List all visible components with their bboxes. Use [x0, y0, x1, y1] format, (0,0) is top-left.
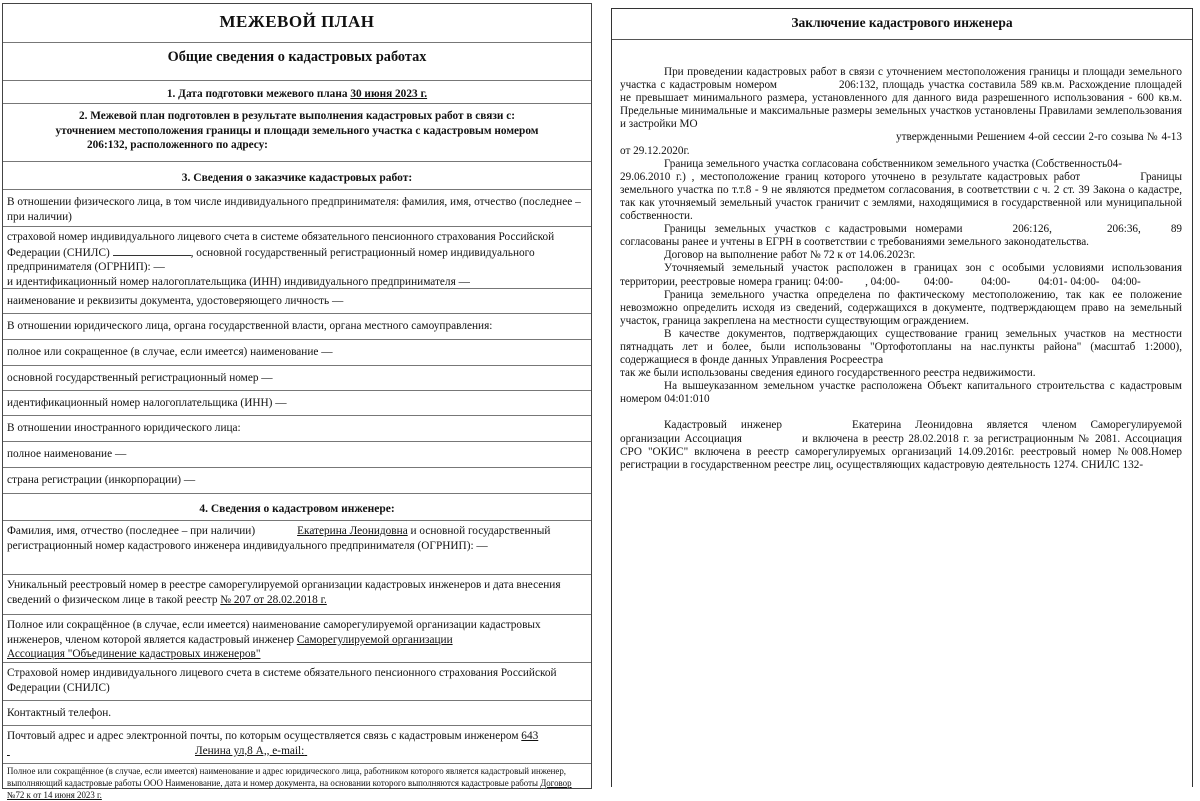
- engineer-fio: [3, 520, 591, 574]
- engineer-sro: [3, 614, 591, 662]
- date-label: 1. Дата подготовки межевого плана: [166, 88, 351, 100]
- engineer-employer-and-contract: [3, 763, 591, 800]
- snils-blank: [113, 245, 191, 256]
- customer-ogrn: основной государственный регистрационный номер —: [3, 365, 591, 390]
- section-3-title: 3. Сведения о заказчике кадастровых работ:: [3, 161, 591, 189]
- conclusion-paragraph-2: Граница земельного участка согласована собственником земельного участка (Собственность04-29.06.2010 г.) , местоположение границ которого уточнено в результате кадастровых работ Границы земельного участка по т.т.8 - 9 не являются предметом согласования, в соответствии с ч. 2 ст. 39 Закона о кадастре, так как уточняемый земельный участок граничит с землями, находящимися в государственной или муниципальной собственности.: [620, 157, 1182, 223]
- customer-country: страна регистрации (инкорпорации) —: [3, 467, 591, 493]
- engineer-fio-label: Фамилия, имя, отчество (последнее – при наличии): [7, 525, 256, 537]
- sro-name-part-1: Саморегулируемой организации: [296, 633, 453, 646]
- engineer-address: [3, 725, 591, 763]
- conclusion-paragraph-3: Границы земельных участков с кадастровыми номерами 206:126, 206:36, 89 согласованы ранее и учтены в ЕГРН в соответствии с требованиями земельного законодательства.: [620, 223, 1182, 249]
- contract-line: Договор на выполнение работ № 72 к от 14.06.2023г.: [664, 249, 916, 262]
- conclusion-paragraph-engineer: Кадастровый инженер Екатерина Леонидовна является членом Саморегулируемой организации Ассоциация и включена в реестр 28.02.2018 г. за регистрационным № 2081. Ассоциация СРО "ОКИС" включена в реестр саморегулируемых организаций 14.09.2016г. реестровый номер №008.Номер регистрации в государственном реестре лиц, осуществляющих кадастровую деятельность 1274. СНИЛС 132-: [620, 419, 1182, 471]
- conclusion-paragraph-documents: В качестве документов, подтверждающих существование границ земельных участков на местности пятнадцать лет и более, были использованы "Ортофотопланы на нас.пункты района" (масштаб 1:2000), содержащиеся в фонде данных Управления Росреестра так же были использованы сведения единого государственного реестра недвижимости.: [620, 327, 1182, 380]
- sro-name-part-2: Ассоциация "Объединение кадастровых инженеров": [7, 648, 261, 661]
- conclusion-paragraph-zones: Уточняемый земельный участок расположен в границах зон с особыми условиями использования территории, реестровые номера границ: 04:00- , 04:00- 04:00- 04:00- 04:01- 04:00- 04:00-: [620, 262, 1182, 288]
- registry-number: № 207: [220, 593, 251, 606]
- engineer-registry: [3, 574, 591, 614]
- reason-line-1: 2. Межевой план подготовлен в результате выполнения кадастровых работ в связи с:: [78, 110, 515, 122]
- engineer-snils: Страховой номер индивидуального лицевого счета в системе обязательного пенсионного страхования Российской Федерации (СНИЛС): [3, 662, 591, 700]
- customer-legal-name: полное или сокращенное (в случае, если имеется) наименование —: [3, 339, 591, 365]
- reason-line-3: 206:132, расположенного по адресу:: [87, 139, 268, 152]
- address-label: Почтовый адрес и адрес электронной почты, по которым осуществляется связь с кадастровым инженером: [7, 730, 522, 742]
- conclusion-title: Заключение кадастрового инженера: [612, 9, 1192, 40]
- postal-code: 643: [521, 730, 539, 742]
- page-title: МЕЖЕВОЙ ПЛАН: [219, 12, 375, 31]
- snils-label: страховой номер индивидуального лицевого счета в системе обязательного пенсионного страхования Российской Федерации (СНИЛС): [7, 231, 555, 259]
- customer-physical-person: В отношении физического лица, в том числе индивидуального предпринимателя: фамилия, имя, отчество (последнее – при наличии): [3, 189, 591, 226]
- general-info-title: Общие сведения о кадастровых работах: [3, 42, 591, 80]
- reason-line-2: уточнением местоположения границы и площади земельного участка с кадастровым номером: [55, 124, 539, 137]
- conclusion-body: [620, 66, 1182, 472]
- conclusion-paragraph-boundary: Граница земельного участка определена по фактическому местоположению, так как ее положение невозможно определить исходя из сведений, содержащихся в документе, подтверждающем право на земельный участок, граница закреплена на местности существующим ограждением.: [620, 288, 1182, 327]
- engineer-conclusion-page: [611, 8, 1193, 787]
- registry-label: Уникальный реестровый номер в реестре саморегулируемой организации кадастровых инженеров и дата внесения сведений о физическом лице в такой реестр: [7, 579, 561, 606]
- section-4-title: 4. Сведения о кадастровом инженере:: [3, 493, 591, 520]
- customer-inn: идентификационный номер налогоплательщика (ИНН) —: [3, 390, 591, 415]
- contract-value: Договор №72 к от 14 июня 2023 г.: [7, 778, 572, 800]
- plan-date: 30 июня 2023 г.: [350, 88, 428, 100]
- customer-snils-inn: [3, 226, 591, 288]
- customer-foreign-entity: В отношении иностранного юридического лица:: [3, 415, 591, 441]
- employer-label: Полное или сокращённое (в случае, если имеется) наименование и адрес юридического лица, работником которого является кадастровый инженер, выполняющий кадастровые работы ООО: [7, 766, 567, 788]
- engineer-phone: Контактный телефон.: [3, 700, 591, 725]
- conclusion-paragraph-building: На вышеуказанном земельном участке расположена Объект капитального строительства с кадастровым номером 04:01:010: [620, 380, 1182, 406]
- postal-address: Ленина ул,8 А,, e-mail:: [195, 744, 305, 757]
- conclusion-paragraph-1: При проведении кадастровых работ в связи с уточнением местоположения границы и площади земельного участка с кадастровым номером 206:132, площадь участка составила 589 кв.м. Расхождение площадей не превышает минимального размера, установленного для данного вида разрешенного использования - 600 кв.м. Предельные минимальные и максимальные размеры земельных участков установлены Правилами землепользования и застройки МО утвержденными Решением 4-ой сессии 2-го созыва № 4-13 от 29.12.2020г.: [620, 66, 1183, 157]
- contract-label: Наименование, дата и номер документа, на основании которого выполняются кадастровые работы: [165, 778, 538, 788]
- customer-id-document: наименование и реквизиты документа, удостоверяющего личность —: [3, 288, 591, 313]
- engineer-ogrnip-label: и основной государственный регистрационный номер кадастрового инженера индивидуального предпринимателя (ОГРНИП): —: [7, 525, 551, 552]
- sro-label: Полное или сокращённое (в случае, если имеется) наименование саморегулируемой организации кадастровых инженеров, членом которой является кадастровый инженер: [7, 619, 541, 646]
- section-2-reason: [3, 103, 591, 161]
- section-1-date: [3, 80, 591, 103]
- registry-date: от 28.02.2018 г.: [250, 593, 327, 606]
- customer-legal-entity: В отношении юридического лица, органа государственной власти, органа местного самоуправления:: [3, 313, 591, 339]
- engineer-name: Екатерина Леонидовна: [297, 525, 408, 537]
- customer-foreign-name: полное наименование —: [3, 441, 591, 467]
- ogrnip-label: , основной государственный регистрационный номер индивидуального предпринимателя (ОГРНИП): —: [7, 246, 535, 274]
- mezhevoy-plan-page: [2, 3, 592, 800]
- inn-label: и идентификационный номер налогоплательщика (ИНН) индивидуального предпринимателя —: [7, 275, 470, 288]
